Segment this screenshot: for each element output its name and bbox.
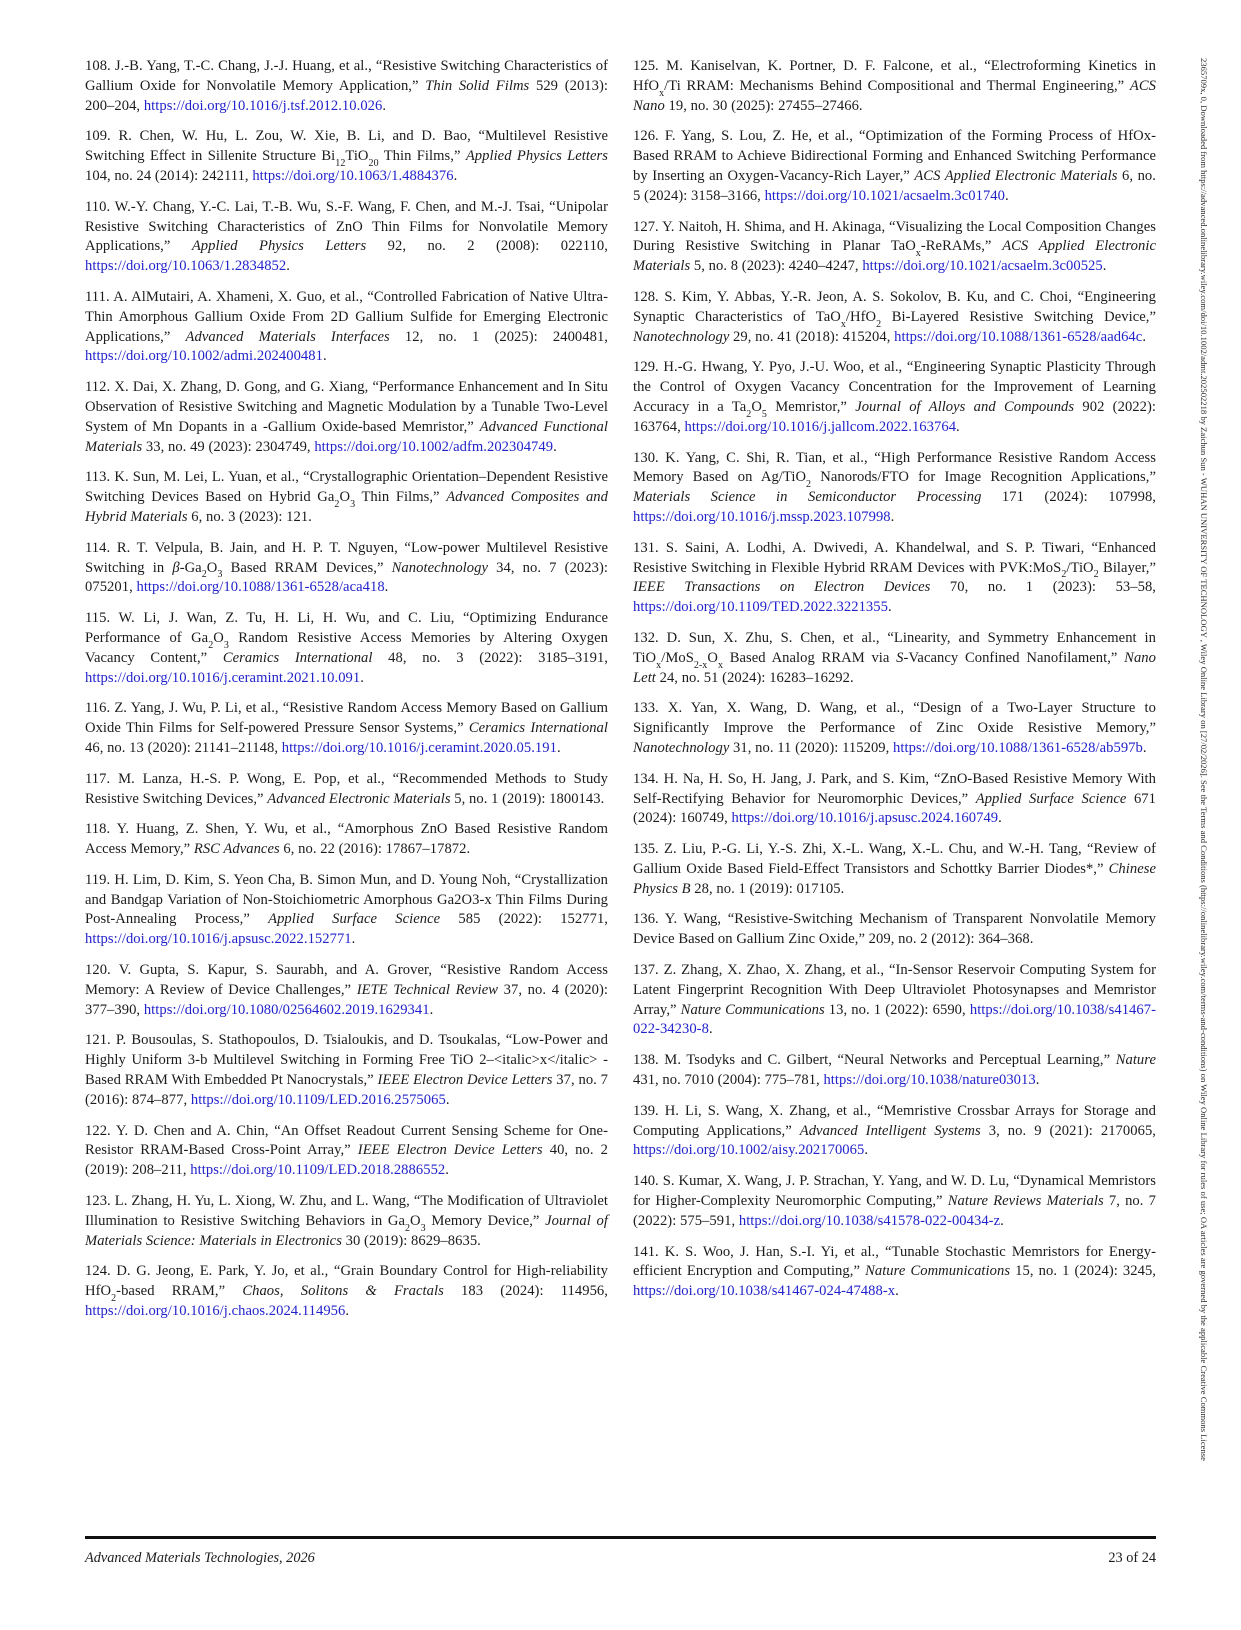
doi-link[interactable]: https://doi.org/10.1016/j.mssp.2023.107998 [633, 508, 891, 525]
reference-text: . [556, 739, 561, 756]
reference-text: 24, no. 51 (2024): 16283–16292. [655, 669, 854, 686]
reference-text: 136. Y. Wang, “Resistive-Switching Mechanism of Transparent Nonvolatile Memory Device Based on Gallium Zinc Oxide,” 209, no. 2 (2012): 364–368. [633, 911, 1156, 948]
italic-text: Nanotechnology [391, 559, 488, 576]
italic-text: Applied Physics Letters [191, 238, 367, 255]
reference-text: Bilayer,” [1098, 559, 1156, 576]
reference-text: . [1142, 328, 1147, 345]
reference-text: . [445, 1091, 450, 1108]
reference-text: 431, no. 7010 (2004): 775–781, [633, 1072, 824, 1089]
reference-item [85, 57, 608, 116]
reference-text: O [339, 489, 351, 506]
reference-text: 140. S. Kumar, X. Wang, J. P. Strachan, Y. Yang, and W. D. Lu, “Dynamical Memristors for Higher-Complexity Neuromorphic Computing,” [633, 1173, 1156, 1210]
italic-text: Chinese Physics B [633, 860, 1156, 897]
doi-link[interactable]: https://doi.org/10.1016/j.tsf.2012.10.026 [143, 97, 383, 114]
reference-text: 139. H. Li, S. Wang, X. Zhang, et al., “Memristive Crossbar Arrays for Storage and Computing Applications,” [633, 1102, 1156, 1139]
subscript-text: 2-x [693, 659, 708, 671]
reference-text: . [1035, 1072, 1040, 1089]
reference-text: 31, no. 11 (2020): 115209, [729, 739, 894, 756]
reference-text: O [707, 649, 718, 666]
reference-item [633, 218, 1156, 277]
italic-text: Advanced Electronic Materials [267, 790, 451, 807]
reference-text: 110. W.-Y. Chang, Y.-C. Lai, T.-B. Wu, S.-F. Wang, F. Chen, and M.-J. Tsai, “Unipolar Resistive Switching Characteristics of ZnO Thin Films for Nonvolatile Memory Applications,” [85, 198, 608, 255]
italic-text: Nanotechnology [633, 328, 730, 345]
reference-text: 129. H.-G. Hwang, Y. Pyo, J.-U. Woo, et al., “Engineering Synaptic Plasticity Through the Control of Oxygen Vacancy Concentration for the Improvement of Learning Accuracy in a Ta [633, 359, 1156, 415]
reference-text: . [864, 1142, 869, 1159]
italic-text: Applied Surface Science [975, 790, 1127, 807]
reference-text: . [429, 1001, 434, 1018]
reference-text: O [751, 398, 762, 415]
reference-text: . [895, 1283, 899, 1300]
italic-text: Ceramics International [222, 649, 373, 666]
reference-text: . [956, 418, 960, 435]
reference-text: 40, no. 2 (2019): 208–211, [85, 1142, 609, 1179]
reference-text: 115. W. Li, J. Wan, Z. Tu, H. Li, H. Wu, and C. Liu, “Optimizing Endurance Performance of Ga [85, 610, 608, 646]
italic-text: Materials Science in Semiconductor Processing [633, 489, 982, 506]
reference-text: 117. M. Lanza, H.-S. P. Wong, E. Pop, et al., “Recommended Methods to Study Resistive Switching Devices,” [85, 770, 608, 807]
reference-text: 131. S. Saini, A. Lodhi, A. Dwivedi, A. Khandelwal, and S. P. Tiwari, “Enhanced Resistive Switching in Flexible Hybrid RRAM Devices with PVK:MoS [633, 539, 1156, 576]
reference-item [633, 57, 1156, 116]
reference-text: 141. K. S. Woo, J. Han, S.-I. Yi, et al., “Tunable Stochastic Memristors for Energy-efficient Encryption and Computing,” [633, 1243, 1156, 1280]
reference-text: 126. F. Yang, S. Lou, Z. He, et al., “Optimization of the Forming Process of HfOx-Based RRAM to Achieve Bidirectional Forming and Enhanced Switching Performance by Inserting an Oxygen-Vacancy-Rich Layer,” [633, 128, 1156, 184]
reference-text: 34, no. 7 (2023): 075201, [85, 559, 608, 596]
reference-item [85, 1262, 608, 1321]
doi-link[interactable]: https://doi.org/10.1002/admi.202400481 [85, 348, 323, 365]
subscript-text: 2 [1061, 569, 1067, 581]
journal-title: Advanced Materials Technologies, 2026 [85, 1550, 315, 1566]
reference-item [633, 1243, 1156, 1302]
doi-link[interactable]: https://doi.org/10.1016/j.chaos.2024.114956 [85, 1303, 346, 1320]
subscript-text: 2 [201, 569, 207, 581]
reference-item [633, 288, 1156, 347]
subscript-text: x [717, 659, 724, 671]
reference-item [85, 127, 608, 186]
reference-text: Memristor,” [766, 398, 856, 415]
reference-text: 120. V. Gupta, S. Kapur, S. Saurabh, and A. Grover, “Resistive Random Access Memory: A Review of Device Challenges,” [85, 962, 608, 998]
italic-text: Advanced Intelligent Systems [799, 1122, 981, 1139]
reference-text: 109. R. Chen, W. Hu, L. Zou, W. Xie, B. Li, and D. Bao, “Multilevel Resistive Switching Effect in Sillenite Structure Bi [85, 128, 608, 165]
doi-link[interactable]: https://doi.org/10.1109/LED.2018.2886552 [190, 1162, 446, 1179]
reference-text: Random Resistive Access Memories by Altering Oxygen Vacancy Content,” [85, 629, 608, 666]
subscript-text: 2 [111, 1293, 117, 1305]
subscript-text: x [840, 318, 846, 330]
subscript-text: 2 [404, 1222, 411, 1234]
reference-text: O [213, 629, 224, 646]
reference-text: . [1142, 739, 1147, 756]
reference-text: . [553, 438, 557, 455]
reference-text: O [410, 1212, 421, 1229]
reference-text: 902 (2022): 163764, [633, 398, 1156, 435]
italic-text: ACS Nano [633, 77, 1156, 114]
italic-text: Advanced Functional Materials [85, 418, 608, 455]
reference-text: . [453, 167, 458, 184]
reference-text: 112. X. Dai, X. Zhang, D. Gong, and G. Xiang, “Performance Enhancement and In Situ Observation of Resistive Switching and Magnetic Modulation by a Tunable Two-Level System of Mn Dopants in a -Gallium Oxide-based Memristor,” [85, 379, 608, 435]
reference-text: Based Analog RRAM via [723, 649, 897, 666]
reference-item [633, 770, 1156, 829]
reference-text: Memory Device,” [425, 1212, 546, 1229]
reference-text: 127. Y. Naitoh, H. Shima, and H. Akinaga, “Visualizing the Local Composition Changes During Resistive Switching in Planar TaO [633, 218, 1156, 255]
subscript-text: x [656, 659, 662, 671]
references-column-right [633, 57, 1156, 1313]
reference-text: /HfO [845, 308, 877, 325]
reference-text: 116. Z. Yang, J. Wu, P. Li, et al., “Resistive Random Access Memory Based on Gallium Oxide Thin Films for Self-powered Pressure Sensor Systems,” [85, 700, 608, 737]
reference-text: -based RRAM,” [116, 1283, 243, 1300]
subscript-text: 2 [876, 318, 882, 330]
italic-text: ACS Applied Electronic Materials [914, 167, 1118, 184]
reference-text: 114. R. T. Velpula, B. Jain, and H. P. T. Nguyen, “Low-power Multilevel Resistive Switching in [85, 539, 608, 576]
reference-item [85, 961, 608, 1020]
subscript-text: 2 [1093, 569, 1099, 581]
reference-item [85, 770, 608, 810]
reference-text: Nanorods/FTO for Image Recognition Applications,” [811, 469, 1156, 486]
page-number: 23 of 24 [1108, 1550, 1156, 1566]
reference-item [85, 198, 608, 277]
italic-text: Applied Surface Science [268, 911, 441, 928]
doi-link[interactable]: https://doi.org/10.1080/02564602.2019.1629341 [143, 1001, 430, 1018]
reference-text: 6, no. 3 (2023): 121. [187, 508, 312, 525]
italic-text: IETE Technical Review [356, 981, 499, 998]
subscript-text: 2 [334, 499, 340, 511]
reference-text: . [286, 258, 290, 275]
reference-text: 37, no. 4 (2020): 377–390, [85, 981, 608, 1018]
subscript-text: 2 [746, 408, 752, 420]
italic-text: Nature Communications [865, 1263, 1011, 1280]
reference-text: 7, no. 7 (2022): 575–591, [633, 1193, 1156, 1229]
doi-link[interactable]: https://doi.org/10.1016/j.apsusc.2024.160749 [731, 810, 999, 827]
doi-link[interactable]: https://doi.org/10.1016/j.ceramint.2021.10.091 [85, 669, 361, 686]
subscript-text: 3 [420, 1222, 426, 1234]
doi-link[interactable]: https://doi.org/10.1016/j.apsusc.2022.152771 [85, 931, 352, 948]
reference-text: 119. H. Lim, D. Kim, S. Yeon Cha, B. Simon Mun, and D. Young Noh, “Crystallization and Bandgap Variation of Non-Stoichiometric Amorphous Ga2O3-x Thin Films During Post-Annealing Process,” [85, 871, 608, 928]
italic-text: IEEE Electron Device Letters [377, 1072, 553, 1089]
reference-text: -ReRAMs,” [920, 238, 1003, 255]
reference-text: 585 (2022): 152771, [440, 911, 608, 928]
doi-link[interactable]: https://doi.org/10.1038/nature03013 [823, 1072, 1036, 1089]
reference-item [85, 871, 608, 950]
reference-item [85, 288, 608, 367]
reference-text: 5, no. 1 (2019): 1800143. [450, 790, 605, 807]
subscript-text: 2 [806, 479, 812, 491]
italic-text: Applied Physics Letters [465, 148, 608, 165]
reference-text: 29, no. 41 (2018): 415204, [729, 328, 895, 345]
reference-text: 671 (2024): 160749, [633, 790, 1156, 827]
reference-item [85, 1031, 608, 1110]
reference-text: . [998, 810, 1002, 827]
italic-text: Chaos, Solitons & Fractals [242, 1283, 444, 1300]
reference-text: O [206, 559, 218, 576]
reference-text: 5, no. 8 (2023): 4240–4247, [690, 258, 863, 275]
reference-text: 70, no. 1 (2023): 53–58, [930, 579, 1157, 596]
reference-text: 30 (2019): 8629–8635. [341, 1232, 481, 1249]
reference-text: 171 (2024): 107998, [981, 489, 1156, 506]
reference-text: /Ti RRAM: Mechanisms Behind Compositional and Thermal Engineering,” [664, 77, 1130, 94]
doi-link[interactable]: https://doi.org/10.1038/s41467-024-47488-x [633, 1283, 896, 1300]
reference-text: 123. L. Zhang, H. Yu, L. Xiong, W. Zhu, and L. Wang, “The Modification of Ultraviolet Illumination to Resistive Switching Behaviors in Ga [85, 1193, 608, 1229]
subscript-text: x [915, 248, 921, 260]
reference-item [633, 358, 1156, 437]
reference-text: 183 (2024): 114956, [443, 1283, 608, 1300]
reference-text: 125. M. Kaniselvan, K. Portner, D. F. Falcone, et al., “Electroforming Kinetics in HfO [633, 58, 1156, 94]
references-column-left [85, 57, 608, 1333]
reference-text: 132. D. Sun, X. Zhu, S. Chen, et al., “Linearity, and Symmetry Enhancement in TiO [633, 629, 1156, 666]
reference-item [85, 1122, 608, 1181]
italic-text: Journal of Materials Science: Materials in Electronics [85, 1212, 608, 1249]
reference-text: Thin Films,” [355, 489, 447, 506]
reference-text: . [708, 1021, 713, 1038]
reference-text: /MoS [661, 649, 694, 666]
reference-text: . [384, 579, 389, 596]
reference-text: . [445, 1162, 449, 1179]
italic-text: Nature [1115, 1052, 1156, 1069]
italic-text: Nature Reviews Materials [947, 1193, 1104, 1210]
doi-link[interactable]: https://doi.org/10.1016/j.jallcom.2022.163764 [684, 418, 957, 435]
reference-text: 104, no. 24 (2014): 242111, [85, 167, 253, 184]
reference-item [633, 629, 1156, 688]
doi-link[interactable]: https://doi.org/10.1109/TED.2022.3221355 [633, 599, 888, 616]
italic-text: Advanced Materials Interfaces [185, 328, 390, 345]
page-footer [85, 1550, 1156, 1567]
reference-text: TiO [345, 148, 369, 165]
italic-text: Nanotechnology [633, 739, 730, 756]
doi-link[interactable]: https://doi.org/10.1038/s41467-022-34230-8 [633, 1001, 1156, 1038]
reference-text: 529 (2013): 200–204, [85, 77, 609, 114]
subscript-text: 12 [335, 158, 346, 170]
reference-item [85, 609, 608, 688]
subscript-text: 20 [368, 158, 379, 170]
reference-text: Bi-Layered Resistive Switching Device,” [881, 308, 1156, 325]
reference-text: 28, no. 1 (2019): 017105. [690, 880, 845, 897]
doi-link[interactable]: https://doi.org/10.1109/LED.2016.2575065 [190, 1091, 446, 1108]
reference-text: 12, no. 1 (2025): 2400481, [389, 328, 609, 345]
subscript-text: 5 [761, 408, 767, 420]
italic-text: IEEE Transactions on Electron Devices [633, 579, 931, 596]
reference-text: . [382, 97, 387, 114]
reference-text: 134. H. Na, H. So, H. Jang, J. Park, and S. Kim, “ZnO-Based Resistive Memory With Self-Rectifying Behavior for Neuromorphic Devices,” [633, 770, 1156, 807]
reference-item [633, 840, 1156, 899]
reference-text: 133. X. Yan, X. Wang, D. Wang, et al., “Design of a Two-Layer Structure to Significantly Improve the Performance of Zinc Oxide Resistive Memory,” [633, 700, 1156, 737]
reference-text: 46, no. 13 (2020): 21141–21148, [85, 739, 282, 756]
reference-item [633, 910, 1156, 950]
italic-text: Nano Lett [633, 649, 1156, 686]
reference-text: 138. M. Tsodyks and C. Gilbert, “Neural Networks and Perceptual Learning,” [633, 1052, 1116, 1069]
reference-text: . [345, 1303, 350, 1320]
doi-link[interactable]: https://doi.org/10.1016/j.ceramint.2020.05.191 [281, 739, 557, 756]
subscript-text: 3 [223, 639, 229, 651]
reference-text: 130. K. Yang, C. Shi, R. Tian, et al., “High Performance Resistive Random Access Memory Based on Ag/TiO [633, 449, 1156, 486]
italic-text: RSC Advances [193, 841, 280, 858]
reference-text: 3, no. 9 (2021): 2170065, [980, 1122, 1156, 1139]
reference-text: . [351, 931, 356, 948]
italic-text: S [896, 649, 904, 666]
reference-text: 124. D. G. Jeong, E. Park, Y. Jo, et al., “Grain Boundary Control for High-reliability HfO [85, 1263, 608, 1300]
reference-item [85, 820, 608, 860]
reference-text: 48, no. 3 (2022): 3185–3191, [372, 649, 608, 666]
italic-text: Ceramics International [468, 720, 608, 737]
reference-text: 13, no. 1 (2022): 6590, [824, 1001, 970, 1018]
doi-link[interactable]: https://doi.org/10.1088/1361-6528/aca418 [136, 579, 385, 596]
reference-item [85, 699, 608, 758]
subscript-text: x [659, 87, 665, 99]
reference-item [633, 699, 1156, 758]
reference-text: . [1102, 258, 1107, 275]
italic-text: Thin Solid Films [425, 77, 530, 94]
doi-link[interactable]: https://doi.org/10.1021/acsaelm.3c00525 [862, 258, 1103, 275]
doi-link[interactable]: https://doi.org/10.1088/1361-6528/ab597b [893, 739, 1143, 756]
reference-text: 128. S. Kim, Y. Abbas, Y.-R. Jeon, A. S. Sokolov, B. Ku, and C. Choi, “Engineering Synaptic Characteristics of TaO [633, 288, 1156, 325]
reference-item [633, 539, 1156, 618]
subscript-text: 2 [208, 639, 214, 651]
reference-text: 122. Y. D. Chen and A. Chin, “An Offset Readout Current Sensing Scheme for One-Resistor RRAM-Based Cross-Point Array,” [85, 1122, 608, 1159]
reference-item [633, 127, 1156, 206]
reference-item [633, 1172, 1156, 1231]
italic-text: Advanced Composites and Hybrid Materials [85, 489, 608, 525]
reference-text: 19, no. 30 (2025): 27455–27466. [664, 97, 863, 114]
reference-item [633, 449, 1156, 528]
reference-text: Thin Films,” [378, 148, 466, 165]
italic-text: β [172, 559, 180, 576]
reference-text: . [887, 599, 892, 616]
doi-link[interactable]: https://doi.org/10.1088/1361-6528/aad64c [894, 328, 1143, 345]
doi-link[interactable]: https://doi.org/10.1002/aisy.202170065 [633, 1142, 865, 1159]
reference-text: 108. J.-B. Yang, T.-C. Chang, J.-J. Huang, et al., “Resistive Switching Characteristics of Gallium Oxide for Nonvolatile Memory Application,” [85, 58, 608, 94]
reference-item [85, 378, 608, 457]
footer-divider [85, 1536, 1156, 1539]
italic-text: Nature Communications [680, 1001, 825, 1018]
doi-link[interactable]: https://doi.org/10.1038/s41578-022-00434-z [738, 1212, 1001, 1229]
reference-text: 33, no. 49 (2023): 2304749, [142, 438, 315, 455]
reference-text: . [322, 348, 327, 365]
reference-text: 6, no. 5 (2024): 3158–3166, [633, 167, 1156, 204]
reference-item [85, 539, 608, 598]
reference-item [633, 1102, 1156, 1161]
doi-link[interactable]: https://doi.org/10.1063/1.4884376 [252, 167, 454, 184]
reference-text: Based RRAM Devices,” [222, 559, 392, 576]
doi-link[interactable]: https://doi.org/10.1063/1.2834852 [85, 258, 287, 275]
reference-text: 118. Y. Huang, Z. Shen, Y. Wu, et al., “Amorphous ZnO Based Resistive Random Access Memory,” [85, 821, 608, 858]
reference-text: 111. A. AlMutairi, A. Xhameni, X. Guo, et al., “Controlled Fabrication of Native Ultra-Thin Amorphous Gallium Oxide From 2D Gallium Sulfide for Emerging Electronic Applications,” [85, 288, 608, 345]
reference-text: 15, no. 1 (2024): 3245, [1010, 1263, 1157, 1280]
reference-text: . [1005, 187, 1009, 204]
reference-text: 6, no. 22 (2016): 17867–17872. [279, 841, 471, 858]
reference-item [85, 468, 608, 527]
reference-item [85, 1192, 608, 1251]
reference-text: 121. P. Bousoulas, S. Stathopoulos, D. Tsialoukis, and D. Tsoukalas, “Low-Power and Highly Uniform 3-b Multilevel Switching in Forming Free TiO 2–<italic>x</italic> -Based RRAM With Embedded Pt Nanocrystals,” [85, 1032, 608, 1089]
subscript-text: 3 [350, 499, 356, 511]
reference-text: 37, no. 7 (2016): 874–877, [85, 1072, 609, 1108]
reference-text: . [1000, 1212, 1004, 1229]
reference-text: . [360, 669, 364, 686]
reference-item [633, 961, 1156, 1040]
reference-text: . [890, 508, 895, 525]
reference-text: 113. K. Sun, M. Lei, L. Yuan, et al., “Crystallographic Orientation–Dependent Resistive Switching Devices Based on Hybrid Ga [85, 469, 608, 506]
reference-text: 92, no. 2 (2008): 022110, [366, 238, 608, 255]
reference-text: -Ga [179, 559, 202, 576]
reference-item [633, 1051, 1156, 1091]
italic-text: IEEE Electron Device Letters [357, 1142, 543, 1159]
doi-link[interactable]: https://doi.org/10.1021/acsaelm.3c01740 [764, 187, 1006, 204]
italic-text: Journal of Alloys and Compounds [855, 398, 1075, 415]
reference-text: /TiO [1066, 559, 1094, 576]
reference-text: 135. Z. Liu, P.-G. Li, Y.-S. Zhi, X.-L. Wang, X.-L. Chu, and W.-H. Tang, “Review of Gallium Oxide Based Field-Effect Transistors and Schottky Barrier Diodes*,” [633, 841, 1156, 877]
download-license-sidebar-text: 2365709x, 0, Downloaded from https://advanced.onlinelibrary.wiley.com/doi/10.1002/admt.202502218 by Zaichun Sun - WUHAN UNIVERSITY OF TECHNOLOGY , Wiley Online Library on [27/02/2026]. See the Terms and Conditions (https://onlinelibrary.wiley.com/terms-and-conditions) on Wiley Online Library for rules of use; OA articles are governed by the applicable Creative Commons License [1199, 58, 1209, 1461]
doi-link[interactable]: https://doi.org/10.1002/adfm.202304749 [314, 438, 554, 455]
italic-text: ACS Applied Electronic Materials [633, 238, 1156, 275]
reference-text: 137. Z. Zhang, X. Zhao, X. Zhang, et al., “In-Sensor Reservoir Computing System for Latent Fingerprint Recognition With Deep Ultraviolet Photosynapses and Memristor Array,” [633, 962, 1156, 1018]
subscript-text: 3 [217, 569, 223, 581]
reference-text: -Vacancy Confined Nanofilament,” [903, 649, 1125, 666]
